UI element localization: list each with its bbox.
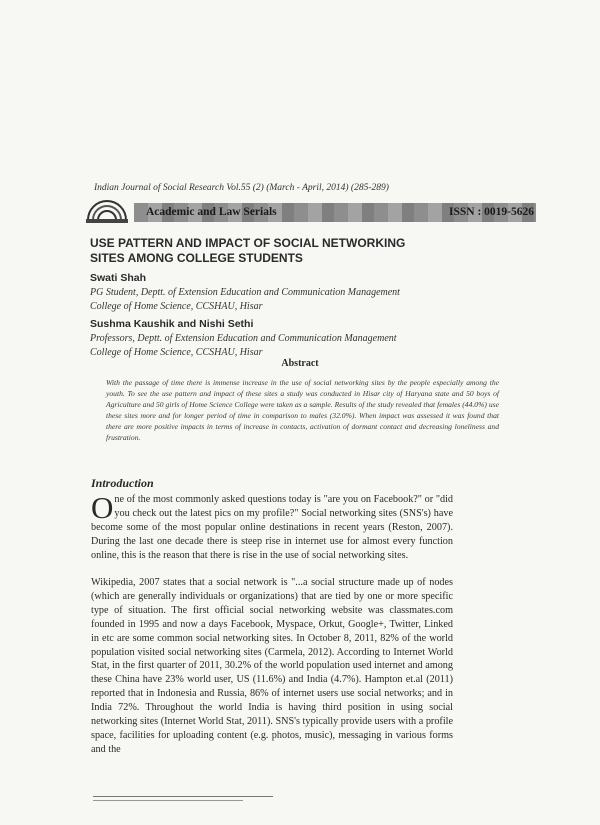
author-affiliation-2-line1: Professors, Deptt. of Extension Education and Communication Management [90, 333, 397, 344]
introduction-paragraph-1-text: ne of the most commonly asked questions today is "are you on Facebook?" or "did you check out the latest pics on my profile?" Social networking sites (SNS's) have become some of the most popular online destinations in recent years (Reston, 2007). During the last one decade there is steep rise in internet use for almost every function online, this is the reason that there is rise in the use of social networking sites. [91, 494, 453, 561]
publisher-banner [84, 200, 536, 224]
abstract-text: With the passage of time there is immense increase in the use of social networking sites by the people especially among the youth. To see the use pattern and impact of these sites a study was conducted in Hisar city of Haryana state and 50 boys of Agriculture and 50 girls of Home Science College were taken as a sample. Results of the study revealed that females (44.0%) use these sites more and for longer period of time in comparison to males (32.0%). When impact was assessed it was found that there are more positive impacts in terms of increase in contacts, activation of dormant contact and decreasing loneliness and frustration. [106, 378, 499, 443]
introduction-paragraph-1 [91, 490, 453, 563]
journal-citation: Indian Journal of Social Research Vol.55 (2) (March - April, 2014) (285-289) [94, 183, 389, 193]
author-affiliation-1-line2: College of Home Science, CCSHAU, Hisar [90, 301, 263, 312]
author-name-1: Swati Shah [90, 272, 147, 284]
author-affiliation-1-line1: PG Student, Deptt. of Extension Education and Communication Management [90, 287, 400, 298]
author-name-2: Sushma Kaushik and Nishi Sethi [90, 318, 254, 330]
article-title-line1: USE PATTERN AND IMPACT OF SOCIAL NETWORKING [90, 236, 406, 250]
banner-issn: ISSN : 0019-5626 [449, 206, 534, 218]
publisher-logo-icon [84, 200, 130, 224]
introduction-heading: Introduction [91, 476, 154, 490]
introduction-paragraph-2: Wikipedia, 2007 states that a social network is "...a social structure made up of nodes (which are generally individuals or organizations) that are tied by one or more specific type of situation. The first official social networking website was classmates.com founded in 1995 and now a days Facebook, Myspace, Orkut, Google+, Twitter, Linked in etc are some common social networking sites. In October 8, 2011, 82% of the world population visited social networking sites (Carmela, 2012). According to Internet World Stat, in the first quarter of 2011, 30.2% of the world population used internet and among these China have 23% world user, US (11.6%) and India (4.7%). Hampton et.al (2011) reported that in Indonesia and Russia, 86% of internet users use social networks; and in India 72%. Throughout the world India is having third position in using social networking sites (Internet World Stat, 2011). SNS's typically provide users with a profile space, facilities for uploading content (e.g. photos, music), messaging in various forms and the [91, 577, 453, 755]
banner-publisher-name: Academic and Law Serials [146, 206, 277, 218]
abstract-heading: Abstract [281, 358, 319, 369]
drop-cap: O [91, 490, 114, 525]
article-title [90, 236, 510, 266]
scan-mark-line [93, 796, 273, 797]
author-affiliation-2-line2: College of Home Science, CCSHAU, Hisar [90, 347, 263, 358]
article-title-line2: SITES AMONG COLLEGE STUDENTS [90, 251, 303, 265]
scan-mark-line-2 [93, 800, 243, 801]
